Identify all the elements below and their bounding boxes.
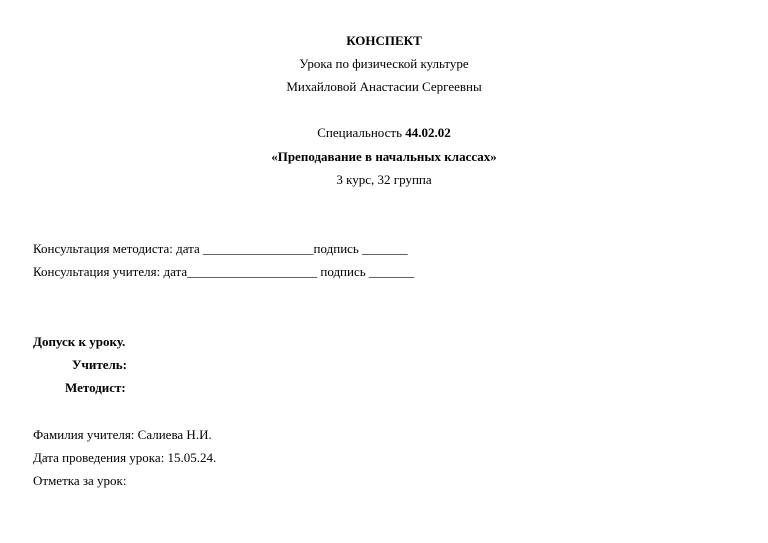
specialty-name: «Преподавание в начальных классах» [271,149,497,164]
methodist-signature-label: Методист: [65,380,126,395]
lesson-date: Дата проведения урока: 15.05.24. [33,450,217,465]
document-title: КОНСПЕКТ [346,33,422,48]
consult-teacher-line: Консультация учителя: дата____________________ подпись _______ [33,264,415,279]
teacher-surname: Фамилия учителя: Салиева Н.И. [33,427,212,442]
specialty-label: Специальность [317,125,403,140]
teacher-signature-label: Учитель: [72,357,128,372]
author-name: Михайловой Анастасии Сергеевны [286,79,482,94]
consult-methodist-line: Консультация методиста: дата _________________подпись _______ [33,241,408,256]
admission-heading: Допуск к уроку. [33,334,126,349]
specialty-line [0,125,768,141]
course-group: 3 курс, 32 группа [336,172,432,187]
specialty-code: 44.02.02 [405,125,451,140]
document-subtitle: Урока по физической культуре [299,56,469,71]
lesson-grade: Отметка за урок: [33,473,127,488]
